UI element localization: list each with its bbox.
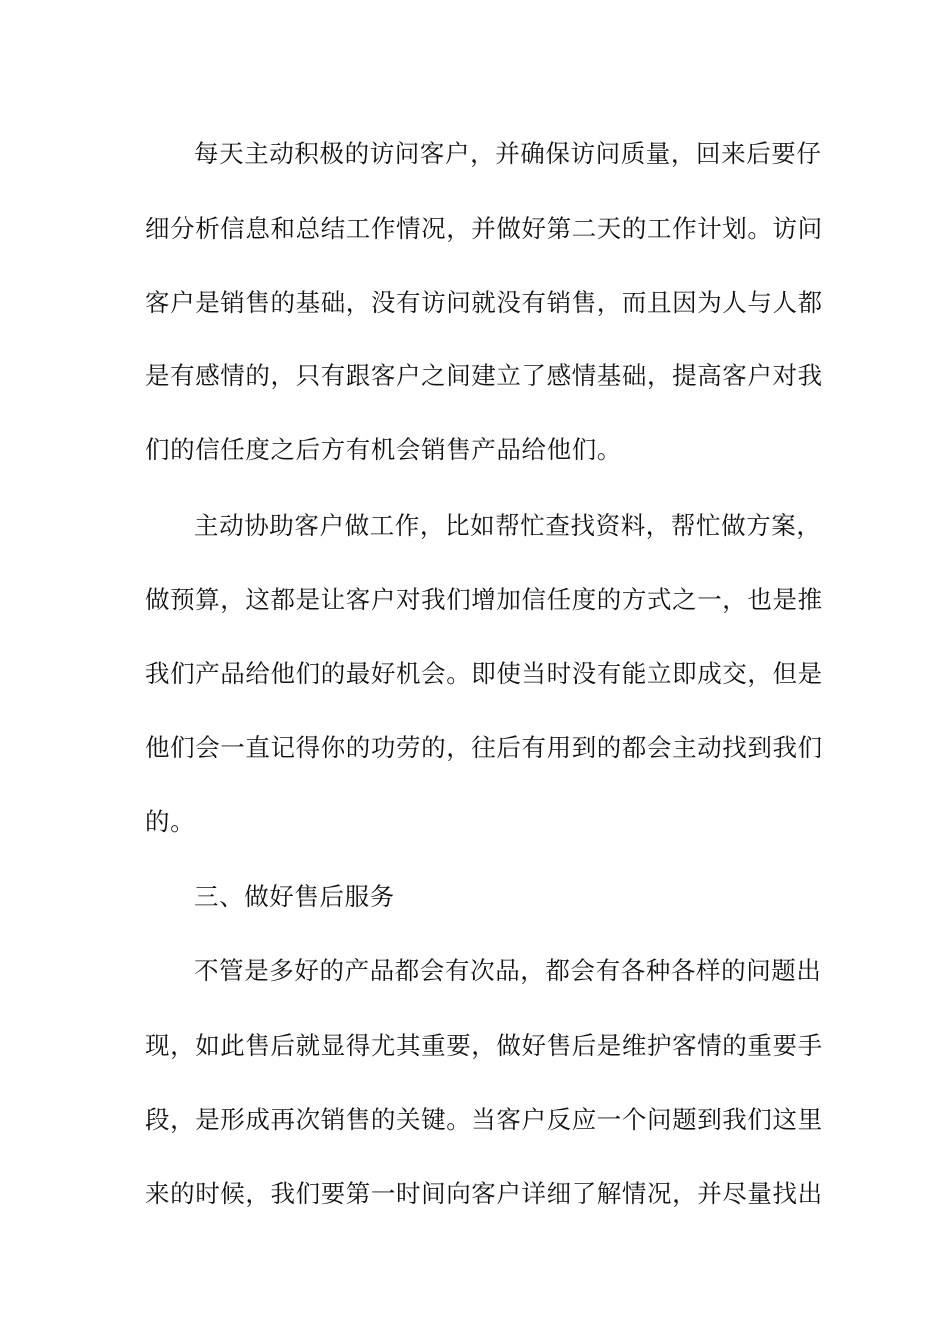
- paragraph-1-line-5: 们的信任度之后方有机会销售产品给他们。: [145, 435, 622, 464]
- paragraph-2-line-1: 主动协助客户做工作，比如帮忙查找资料，帮忙做方案，: [194, 511, 822, 540]
- paragraph-3-line-3: 段，是形成再次销售的关键。当客户反应一个问题到我们这里: [145, 1105, 823, 1134]
- paragraph-2-line-4: 他们会一直记得你的功劳的，往后有用到的都会主动找到我们: [145, 733, 823, 762]
- paragraph-2-line-2: 做预算，这都是让客户对我们增加信任度的方式之一，也是推: [145, 585, 823, 614]
- section-heading: 三、做好售后服务: [194, 882, 395, 911]
- paragraph-3-line-4: 来的时候，我们要第一时间向客户详细了解情况，并尽量找出: [145, 1179, 823, 1208]
- paragraph-1-line-2: 细分析信息和总结工作情况，并做好第二天的工作计划。访问: [145, 214, 823, 243]
- paragraph-2-line-5: 的。: [145, 807, 196, 836]
- paragraph-3-line-1: 不管是多好的产品都会有次品，都会有各种各样的问题出: [194, 956, 822, 985]
- paragraph-2-line-3: 我们产品给他们的最好机会。即使当时没有能立即成交，但是: [145, 659, 823, 688]
- paragraph-1-line-1: 每天主动积极的访问客户，并确保访问质量，回来后要仔: [194, 139, 822, 168]
- paragraph-1-line-3: 客户是销售的基础，没有访问就没有销售，而且因为人与人都: [145, 288, 823, 317]
- paragraph-1-line-4: 是有感情的，只有跟客户之间建立了感情基础，提高客户对我: [145, 361, 823, 390]
- paragraph-3-line-2: 现，如此售后就显得尤其重要，做好售后是维护客情的重要手: [145, 1031, 823, 1060]
